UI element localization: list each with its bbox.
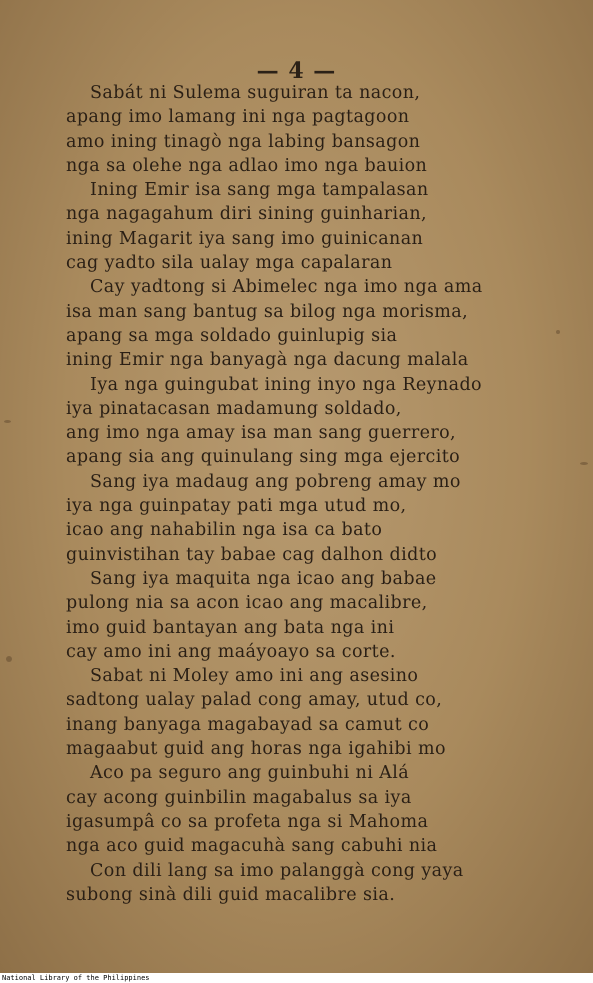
text-line: Ining Emir isa sang mga tampalasan	[90, 180, 429, 201]
text-line: apang sia ang quinulang sing mga ejercito	[66, 447, 461, 468]
text-line: Cay yadtong si Abimelec nga imo nga ama	[90, 277, 483, 298]
text-line: Aco pa seguro ang guinbuhi ni Alá	[90, 763, 410, 784]
text-line: inang banyaga magabayad sa camut co	[66, 714, 430, 735]
page-number: — 4 —	[256, 58, 337, 84]
text-line: nga nagagahum diri sining guinharian,	[66, 204, 428, 225]
text-line: sadtong ualay palad cong amay, utud co,	[66, 690, 443, 711]
text-line: guinvistihan tay babae cag dalhon didto	[66, 544, 438, 565]
text-line: amo ining tinagò nga labing bansagon	[66, 131, 421, 152]
text-line: icao ang nahabilin nga isa ca bato	[66, 520, 383, 541]
stain-spot	[580, 462, 588, 465]
text-line: magaabut guid ang horas nga igahibi mo	[66, 739, 446, 760]
text-line: cay amo ini ang maáyoayo sa corte.	[66, 641, 396, 662]
text-line: ining Magarit iya sang imo guinicanan	[66, 228, 424, 249]
text-line: ining Emir nga banyagà nga dacung malala	[66, 350, 469, 371]
text-line: nga aco guid magacuhà sang cabuhi nia	[66, 836, 438, 857]
text-line: cay acong guinbilin magabalus sa iya	[66, 787, 412, 808]
text-line: Sang iya madaug ang pobreng amay mo	[90, 471, 461, 492]
text-line: igasumpâ co sa profeta nga si Mahoma	[66, 811, 429, 832]
text-line: cag yadto sila ualay mga capalaran	[66, 253, 393, 274]
text-line: nga sa olehe nga adlao imo nga bauion	[66, 155, 428, 176]
text-line: apang imo lamang ini nga pagtagoon	[66, 107, 410, 128]
stain-spot	[6, 656, 12, 662]
text-line: iya pinatacasan madamung soldado,	[66, 398, 402, 419]
text-line: pulong nia sa acon icao ang macalibre,	[66, 593, 428, 614]
text-line: Sabat ni Moley amo ini ang asesino	[90, 666, 419, 687]
text-line: Sang iya maquita nga icao ang babae	[90, 568, 437, 589]
text-line: subong sinà dili guid macalibre sia.	[66, 884, 396, 905]
stain-spot	[4, 420, 11, 423]
text-line: iya nga guinpatay pati mga utud mo,	[66, 496, 407, 517]
poem-text	[66, 81, 566, 907]
text-line: Sabát ni Sulema suguiran ta nacon,	[90, 83, 421, 103]
text-line: Con dili lang sa imo palanggà cong yaya	[90, 860, 464, 881]
text-line: Iya nga guingubat ining inyo nga Reynado	[90, 374, 482, 395]
text-line: apang sa mga soldado guinlupig sia	[66, 325, 398, 346]
text-line: ang imo nga amay isa man sang guerrero,	[66, 423, 457, 444]
text-line: isa man sang bantug sa bilog nga morisma,	[66, 301, 469, 322]
text-line: imo guid bantayan ang bata nga ini	[66, 617, 395, 638]
library-credit: National Library of the Philippines	[2, 974, 150, 982]
